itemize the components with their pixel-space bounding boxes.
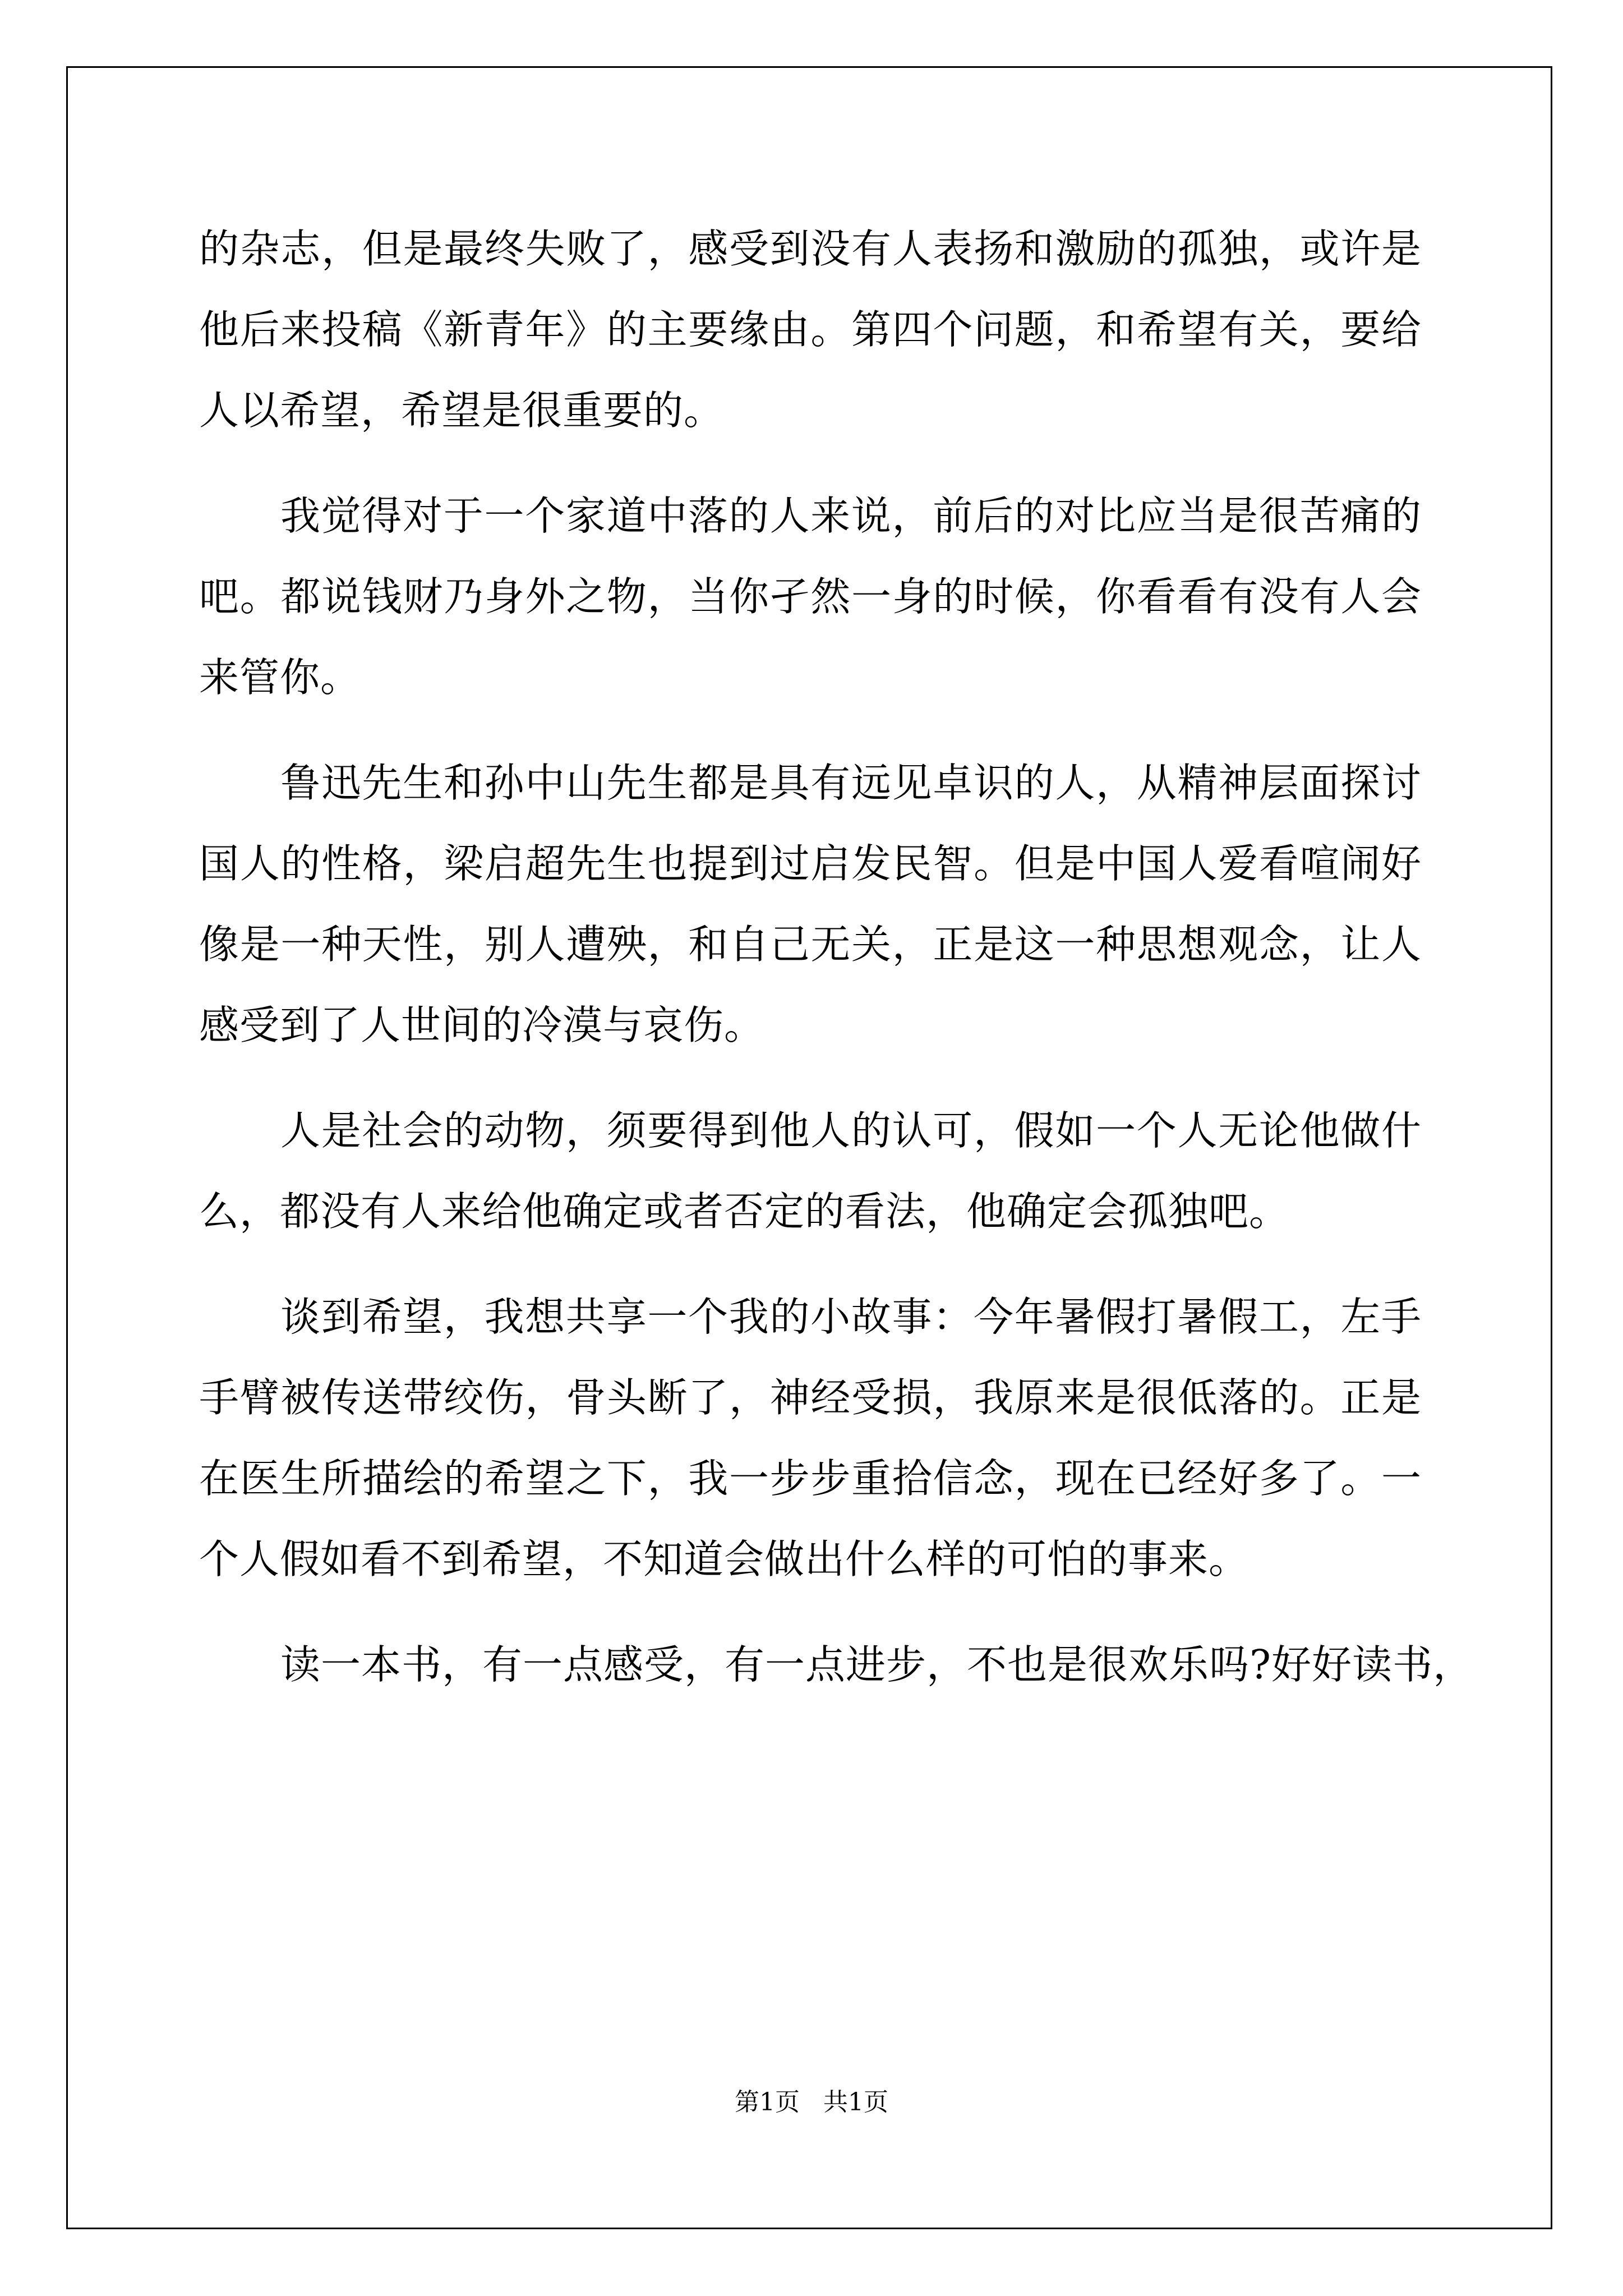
text-line: 人是社会的动物，须要得到他人的认可，假如一个人无论他做什 (280, 1107, 1422, 1154)
page-number: 第1页 (735, 2088, 800, 2116)
document-body (199, 219, 1474, 1715)
text-line: 像是一种天性，别人遭殃，和自己无关，正是这一种思想观念，让人 (199, 921, 1422, 968)
text-line: 谈到希望，我想共享一个我的小故事：今年暑假打暑假工，左手 (280, 1294, 1422, 1340)
paragraph-gap (199, 1610, 1422, 1635)
paragraph-gap (199, 728, 1422, 753)
page-footer (0, 2086, 1623, 2119)
paragraph-gap (199, 461, 1422, 486)
text-line: 国人的性格，梁启超先生也提到过启发民智。但是中国人爱看喧闹好 (199, 840, 1422, 887)
paragraph-gap (199, 1076, 1422, 1101)
text-line: 读一本书，有一点感受，有一点进步，不也是很欢乐吗?好好读书， (280, 1641, 1474, 1688)
text-line: 个人假如看不到希望，不知道会做出什么样的可怕的事来。 (199, 1536, 1249, 1582)
text-line: 人以希望，希望是很重要的。 (199, 387, 725, 434)
paragraph-gap (199, 1262, 1422, 1287)
text-line: 么，都没有人来给他确定或者否定的看法，他确定会孤独吧。 (199, 1188, 1290, 1235)
text-line: 手臂被传送带绞伤，骨头断了，神经受损，我原来是很低落的。正是 (199, 1374, 1422, 1421)
text-line: 吧。都说钱财乃身外之物，当你孑然一身的时候，你看看有没有人会 (199, 573, 1422, 620)
text-line: 在医生所描绘的希望之下，我一步步重拾信念，现在已经好多了。一 (199, 1455, 1422, 1502)
text-line: 我觉得对于一个家道中落的人来说，前后的对比应当是很苦痛的 (280, 493, 1422, 539)
text-line: 感受到了人世间的冷漠与哀伤。 (199, 1002, 765, 1048)
text-line: 的杂志，但是最终失败了，感受到没有人表扬和激励的孤独，或许是 (199, 226, 1422, 272)
page-count: 共1页 (823, 2088, 888, 2116)
text-line: 他后来投稿《新青年》的主要缘由。第四个问题，和希望有关，要给 (199, 306, 1422, 353)
text-line: 鲁迅先生和孙中山先生都是具有远见卓识的人，从精神层面探讨 (280, 760, 1422, 806)
text-line: 来管你。 (199, 654, 361, 701)
